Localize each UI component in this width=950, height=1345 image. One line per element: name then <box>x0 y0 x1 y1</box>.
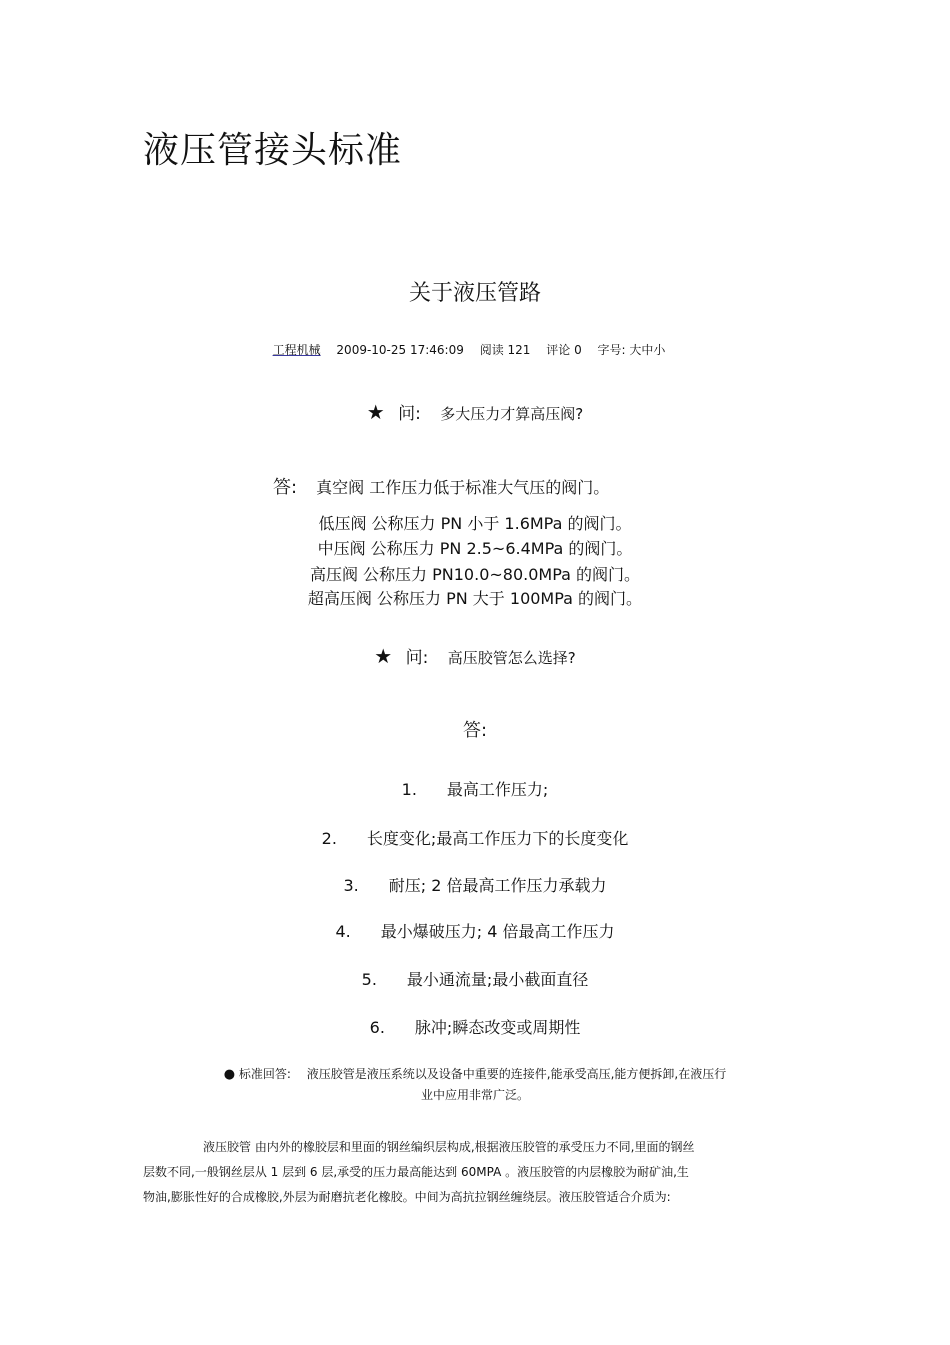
answer-2-label: 答: <box>462 720 488 741</box>
list-text: 耐压; 2 倍最高工作压力承载力 <box>388 876 607 895</box>
category-link[interactable]: 工程机械 <box>272 343 321 357</box>
list-number: 4. <box>335 922 351 941</box>
answer-line: 超高压阀 公称压力 PN 大于 100MPa 的阀门。 <box>307 589 643 608</box>
read-count: 阅读 121 <box>479 343 531 357</box>
article-meta <box>0 341 950 358</box>
answer-line: 高压阀 公称压力 PN10.0~80.0MPa 的阀门。 <box>309 565 641 584</box>
paragraph-line: 物油,膨胀性好的合成橡胶,外层为耐磨抗老化橡胶。中间为高抗拉钢丝缠绕层。液压胶管适合介质为: <box>143 1190 671 1204</box>
list-text: 脉冲;瞬态改变或周期性 <box>414 1018 581 1037</box>
question-label: 问: <box>398 404 421 424</box>
paragraph-line <box>143 1135 803 1160</box>
standard-answer-line: 业中应用非常广泛。 <box>420 1088 529 1102</box>
list-number: 6. <box>369 1018 385 1037</box>
list-number: 5. <box>361 970 377 989</box>
answer-1-first-line <box>273 473 609 499</box>
list-text: 最小爆破压力; 4 倍最高工作压力 <box>380 922 615 941</box>
list-item <box>0 1015 950 1038</box>
answer-line: 真空阀 工作压力低于标准大气压的阀门。 <box>316 478 610 497</box>
question-label: 问: <box>405 648 429 668</box>
standard-answer-line <box>0 1064 950 1085</box>
list-item <box>0 919 950 942</box>
star-icon: ★ <box>366 400 385 424</box>
document-title: 液压管接头标准 <box>143 130 403 171</box>
star-icon: ★ <box>374 644 393 668</box>
bullet-icon: ● <box>223 1067 236 1082</box>
standard-answer-text: 液压胶管是液压系统以及设备中重要的连接件,能承受高压,能方便拆卸,在液压行 <box>306 1067 727 1081</box>
paragraph-text: 液压胶管 由内外的橡胶层和里面的钢丝编织层构成,根据液压胶管的承受压力不同,里面的钢丝 <box>203 1140 695 1154</box>
answer-label: 答: <box>273 477 298 498</box>
list-number: 3. <box>343 876 359 895</box>
answer-line: 低压阀 公称压力 PN 小于 1.6MPa 的阀门。 <box>318 514 632 533</box>
list-number: 2. <box>321 829 337 848</box>
post-datetime: 2009-10-25 17:46:09 <box>336 343 464 357</box>
font-size-control[interactable]: 字号: 大中小 <box>597 343 666 357</box>
list-item <box>0 873 950 896</box>
list-text: 最小通流量;最小截面直径 <box>406 970 589 989</box>
list-text: 最高工作压力; <box>446 780 549 799</box>
question-text: 多大压力才算高压阀? <box>440 405 584 423</box>
article-title: 关于液压管路 <box>408 281 541 306</box>
question-1 <box>0 399 950 424</box>
comment-count: 评论 0 <box>546 343 582 357</box>
paragraph-line: 层数不同,一般钢丝层从 1 层到 6 层,承受的压力最高能达到 60MPA 。液压胶管的内层橡胶为耐矿油,生 <box>143 1165 689 1179</box>
list-text: 长度变化;最高工作压力下的长度变化 <box>366 829 629 848</box>
list-item <box>0 777 950 800</box>
question-text: 高压胶管怎么选择? <box>447 649 576 667</box>
body-paragraph <box>143 1135 803 1210</box>
list-number: 1. <box>401 780 417 799</box>
list-item <box>0 967 950 990</box>
standard-answer <box>0 1064 950 1105</box>
list-item <box>0 826 950 849</box>
standard-answer-label: 标准回答: <box>238 1067 291 1081</box>
answer-line: 中压阀 公称压力 PN 2.5~6.4MPa 的阀门。 <box>317 539 633 558</box>
question-2 <box>0 643 950 668</box>
